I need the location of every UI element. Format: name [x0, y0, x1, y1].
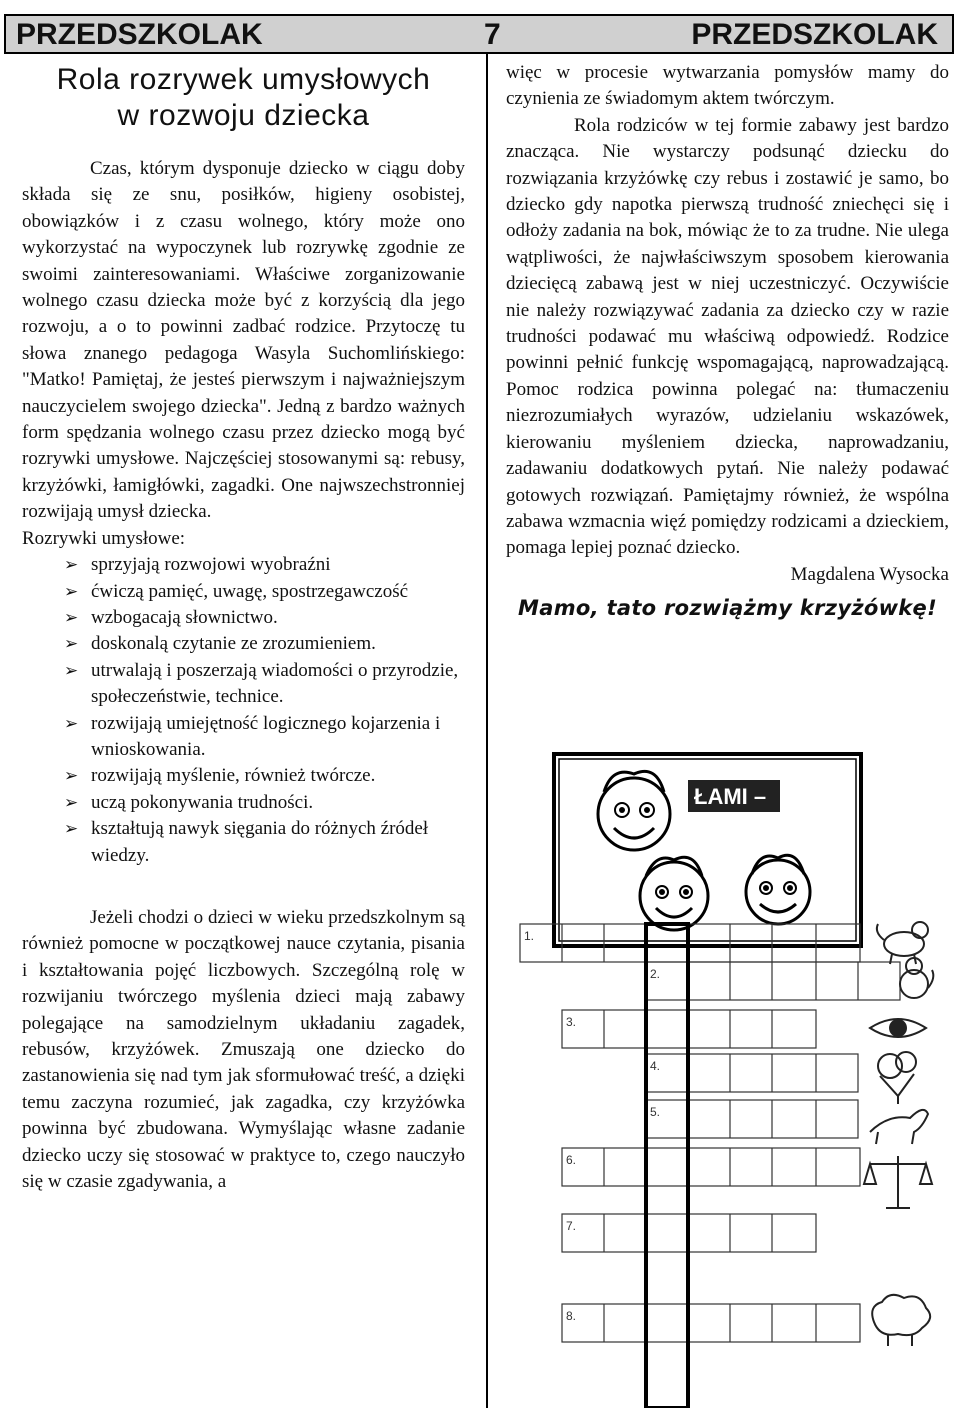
left-column: [22, 62, 465, 1195]
clue-number: 8.: [566, 1309, 577, 1323]
face-icon: [746, 855, 810, 924]
crossword-grid: [518, 918, 938, 1408]
crossword-slogan: Mamo, tato rozwiążmy krzyżówkę!: [518, 596, 937, 621]
eye-icon: [870, 1019, 926, 1037]
goat-icon: [870, 1110, 928, 1144]
header-title-right: PRZEDSZKOLAK: [691, 18, 938, 51]
clue-number: 1.: [524, 929, 535, 943]
scales-icon: [864, 1156, 932, 1208]
list-item: ➢ wzbogacają słownictwo.: [22, 605, 465, 631]
article-paragraph-4: Rola rodziców w tej formie zabawy jest bardzo znacząca. Nie wystarczy podsunąć dziecku do rozwiązania krzyżówkę czy rebus i zostawić je samo, bo dziecko gdy napotka pierwszą trudność zniechęci się i odłoży zadania na bok, mówiąc że to za trudne. Nie ulega wątpliwości, że najwłaściwszym sposobem kierowania dziecięcą zabawą jest w niej uczestniczyć. Oczywiście nie należy rozwiązywać zadania za dziecko czy w razie trudności podawać mu właściwą odpowiedź. Rodzice powinni pełnić funkcję wspomagającą, naprowadzającą. Pomoc rodzica powinna polegać na: tłumaczeniu niezrozumiałych wyrazów, udzielaniu wskazówek, kierowaniu myśleniem dziecka, naprowadzaniu, zadawaniu dodatkowych pytań. Nie należy podawać gotowych rozwiązań. Pamiętajmy również, że wspólna zabawa wzmacnia więź pomiędzy rodzicami a dzieckiem, pomaga lepiej poznać dziecko.: [506, 114, 949, 559]
article-title: [22, 62, 465, 134]
solution-column: [646, 924, 688, 1408]
article-title-line-2: w rozwoju dziecka: [117, 99, 370, 132]
clue-number: 2.: [650, 967, 661, 981]
banner-text: ŁAMI –: [694, 784, 767, 809]
article-paragraph-1: Czas, którym dysponuje dziecko w ciągu doby składa się ze snu, posiłków, higieny osobistej, obowiązków i z czasu wolnego, który może ono wykorzystać na wypoczynek lub rozrywkę zgodnie ze swoimi zainteresowaniami. Właściwe zorganizowanie wolnego czasu dziecka może być z korzyścią dla jego rozwoju, a o to powinni zadbać rodzice. Przytoczę tu słowa znanego pedagoga Wasyla Suchomlińskiego: "Matko! Pamiętaj, że jesteś pierwszym i najważniejszym nauczycielem swojego dziecka". Jedną z bardzo ważnych form spędzania wolnego czasu przez dziecko mogą być rozrywki umysłowe. Najczęściej stosowanymi są: rebusy, krzyżówki, łamigłówki, zagadki. One najwszechstronniej rozwijają umysł dziecka.: [22, 158, 465, 523]
list-intro: Rozrywki umysłowe:: [22, 527, 186, 549]
list-item: ➢ kształtują nawyk sięgania do różnych źródeł wiedzy.: [64, 818, 429, 866]
list-item: ➢ sprzyjają rozwojowi wyobraźni: [22, 552, 465, 578]
list-item: ➢ rozwijają myślenie, również twórcze.: [22, 763, 465, 789]
page-header: [4, 14, 954, 54]
arrow-bullet-icon: ➢: [64, 660, 79, 681]
arrow-bullet-icon: ➢: [64, 819, 79, 840]
column-divider: [486, 54, 488, 1408]
clue-number: 3.: [566, 1015, 577, 1029]
arrow-bullet-icon: ➢: [64, 766, 79, 787]
arrow-bullet-icon: ➢: [64, 713, 79, 734]
face-icon: [598, 771, 670, 850]
clue-number: 4.: [650, 1059, 661, 1073]
list-item: ➢ doskonalą czytanie ze zrozumieniem.: [22, 631, 465, 657]
author-signature: Magdalena Wysocka: [790, 563, 949, 585]
article-paragraph-2: Jeżeli chodzi o dzieci w wieku przedszkolnym są również pomocne w początkowej nauce czytania, pisania i kształtowania pojęć liczbowych. Szczególną rolę w rozwijaniu twórczego myślenia dzieci mają zabawy polegające na samodzielnym układaniu zagadek, rebusów, krzyżówek. Zmuszają one dziecko do zastanowienia się nad tym jak sformułować treść, a dzięki temu zaczyna rozumieć, jak zagadka, czy krzyżówka powinna być zbudowana. Wymyślając własne zadanie dziecko uczy się stosować w praktyce to, czego nauczyło się w czasie zgadywania, a: [22, 906, 465, 1193]
article-title-line-1: Rola rozrywek umysłowych: [56, 63, 431, 96]
benefits-list: [22, 552, 465, 869]
dog-icon: [877, 922, 928, 964]
cat-icon: [900, 958, 933, 998]
list-item: ➢ utrwalają i poszerzają wiadomości o przyrodzie, społeczeństwie, technice.: [64, 659, 459, 708]
list-item: ➢ ćwiczą pamięć, uwagę, spostrzegawczość: [22, 579, 465, 605]
clue-number: 6.: [566, 1153, 577, 1167]
arrow-bullet-icon: ➢: [64, 792, 79, 813]
arrow-bullet-icon: ➢: [64, 581, 79, 602]
page-number: 7: [484, 18, 501, 51]
article-paragraph-3: więc w procesie wytwarzania pomysłów mamy do czynienia ze świadomym aktem twórczym.: [506, 62, 949, 110]
banner: [688, 780, 780, 812]
arrow-bullet-icon: ➢: [64, 555, 79, 576]
arrow-bullet-icon: ➢: [64, 607, 79, 628]
clue-number: 5.: [650, 1105, 661, 1119]
arrow-bullet-icon: ➢: [64, 634, 79, 655]
header-title-left: PRZEDSZKOLAK: [16, 18, 263, 51]
list-item: ➢ uczą pokonywania trudności.: [22, 790, 465, 816]
sheep-icon: [872, 1295, 930, 1346]
ice-cream-icon: [878, 1052, 916, 1104]
clue-number: 7.: [566, 1219, 577, 1233]
right-column: [506, 60, 949, 620]
list-item: ➢ rozwijają umiejętność logicznego kojarzenia i wnioskowania.: [64, 712, 441, 760]
